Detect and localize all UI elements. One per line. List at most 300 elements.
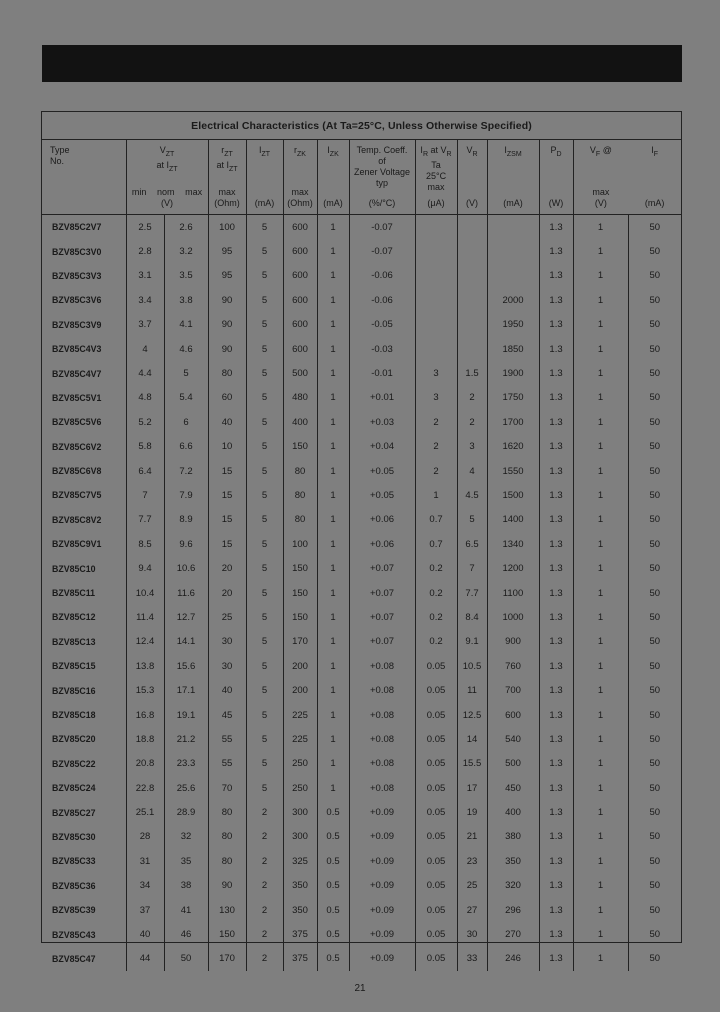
table-cell: 0.05 [415, 849, 457, 873]
table-cell: 15 [208, 508, 246, 532]
table-cell: 4.8 [126, 386, 164, 410]
table-cell: 2 [415, 410, 457, 434]
table-cell: 6.6 [164, 435, 208, 459]
table-cell: 2 [457, 410, 487, 434]
table-cell: 5 [246, 215, 283, 240]
table-cell: 1 [573, 313, 628, 337]
table-cell: 1 [573, 239, 628, 263]
table-row [42, 630, 681, 654]
table-cell: 50 [649, 807, 661, 819]
table-cell: +0.06 [349, 508, 415, 532]
table-cell: 1.3 [539, 410, 573, 434]
table-cell: 0.7 [415, 532, 457, 556]
table-cell: 50 [649, 953, 661, 965]
table-cell: 4.6 [164, 337, 208, 361]
table-cell: 1 [573, 776, 628, 800]
table-cell: +0.08 [349, 752, 415, 776]
table-row [42, 776, 681, 800]
table-cell: 1.3 [539, 508, 573, 532]
table-cell: 540 [487, 727, 539, 751]
table-cell: 1.3 [539, 483, 573, 507]
table-cell: 1 [317, 752, 349, 776]
table-cell: 1 [573, 410, 628, 434]
table-cell: 4 [126, 337, 164, 361]
spec-sheet [41, 111, 682, 965]
electrical-characteristics-table [42, 140, 681, 971]
table-cell: 1 [317, 215, 349, 240]
table-cell: +0.07 [349, 605, 415, 629]
table-cell: 270 [487, 922, 539, 946]
table-cell: 1 [317, 264, 349, 288]
table-cell: 6.5 [457, 532, 487, 556]
table-row [42, 922, 681, 946]
table-cell: 250 [283, 752, 317, 776]
table-cell: 50 [649, 880, 661, 892]
table-cell: 1 [573, 678, 628, 702]
table-cell: 9.4 [126, 556, 164, 580]
table-cell: BZV85C6V8 [42, 459, 126, 483]
table-cell: 15.5 [457, 752, 487, 776]
table-cell: 19.1 [164, 703, 208, 727]
table-cell: 50 [649, 587, 661, 599]
table-cell: 17.1 [164, 678, 208, 702]
col-type: Type No. [42, 140, 126, 215]
table-cell [415, 264, 457, 288]
table-cell: 1.3 [539, 556, 573, 580]
table-row [42, 849, 681, 873]
table-cell: 12.7 [164, 605, 208, 629]
table-cell: 40 [208, 678, 246, 702]
table-cell [457, 313, 487, 337]
table-cell: BZV85C47 [42, 947, 126, 971]
table-cell: 5 [246, 508, 283, 532]
table-cell: 0.05 [415, 874, 457, 898]
table-cell: 900 [487, 630, 539, 654]
table-row [42, 825, 681, 849]
table-row [42, 386, 681, 410]
table-cell: 90 [208, 337, 246, 361]
table-cell: +0.09 [349, 874, 415, 898]
table-cell: 1 [317, 703, 349, 727]
col-ir: $I_R$ at $V_R$ Ta 25°C max (μA) [415, 140, 457, 215]
table-cell: 0.05 [415, 654, 457, 678]
table-cell: 46 [164, 922, 208, 946]
table-cell: BZV85C4V7 [42, 361, 126, 385]
table-cell: 5.4 [164, 386, 208, 410]
table-row [42, 483, 681, 507]
table-cell: 90 [208, 313, 246, 337]
table-cell: 150 [283, 435, 317, 459]
table-cell: 1 [317, 337, 349, 361]
table-cell: 2000 [487, 288, 539, 312]
table-cell: 0.05 [415, 800, 457, 824]
table-cell: 15.3 [126, 678, 164, 702]
table-cell: BZV85C13 [42, 630, 126, 654]
table-cell: BZV85C12 [42, 605, 126, 629]
table-cell [457, 239, 487, 263]
table-cell: 28 [126, 825, 164, 849]
table-cell: BZV85C3V0 [42, 239, 126, 263]
table-row [42, 947, 681, 971]
table-cell: 50 [649, 221, 661, 233]
table-cell: 1.3 [539, 849, 573, 873]
table-cell: 50 [649, 563, 661, 575]
table-cell: +0.01 [349, 386, 415, 410]
table-cell: 200 [283, 678, 317, 702]
table-cell: 7.2 [164, 459, 208, 483]
table-cell: 1 [317, 581, 349, 605]
table-cell: 600 [283, 288, 317, 312]
header-band [42, 45, 682, 82]
table-cell: 1 [317, 727, 349, 751]
table-cell: 150 [283, 581, 317, 605]
table-cell: 25 [208, 605, 246, 629]
table-cell: 3 [415, 386, 457, 410]
table-cell: 5 [246, 239, 283, 263]
table-cell: 18.8 [126, 727, 164, 751]
table-cell: 50 [649, 758, 661, 770]
table-cell: 4.1 [164, 313, 208, 337]
table-cell: 2 [246, 825, 283, 849]
table-cell: 6.4 [126, 459, 164, 483]
table-cell: 16.8 [126, 703, 164, 727]
table-cell: 5 [246, 654, 283, 678]
table-cell: 600 [283, 264, 317, 288]
table-cell: 1 [573, 361, 628, 385]
table-cell: 80 [283, 508, 317, 532]
table-cell: 1 [317, 410, 349, 434]
table-cell: +0.08 [349, 678, 415, 702]
table-cell: 1.3 [539, 678, 573, 702]
table-cell: +0.03 [349, 410, 415, 434]
table-cell: 90 [208, 288, 246, 312]
table-cell: 2.8 [126, 239, 164, 263]
table-cell: 80 [283, 483, 317, 507]
table-cell: +0.07 [349, 581, 415, 605]
table-cell: +0.05 [349, 483, 415, 507]
table-row [42, 898, 681, 922]
table-cell: 225 [283, 703, 317, 727]
table-cell: 40 [126, 922, 164, 946]
table-cell: 1 [317, 459, 349, 483]
table-cell: 1 [573, 605, 628, 629]
table-cell: 0.05 [415, 678, 457, 702]
table-cell: +0.09 [349, 898, 415, 922]
table-row [42, 532, 681, 556]
table-cell: 50 [649, 368, 661, 380]
table-cell: 1.3 [539, 581, 573, 605]
table-cell: 50 [649, 294, 661, 306]
table-cell: 1.3 [539, 435, 573, 459]
table-cell: 1.3 [539, 922, 573, 946]
table-cell: 12.4 [126, 630, 164, 654]
table-cell: 7 [457, 556, 487, 580]
table-cell: 15 [208, 459, 246, 483]
table-cell: BZV85C3V6 [42, 288, 126, 312]
table-cell: 2 [246, 874, 283, 898]
table-cell: 3.8 [164, 288, 208, 312]
table-cell: 1 [317, 361, 349, 385]
table-row [42, 508, 681, 532]
table-cell: 23 [457, 849, 487, 873]
table-cell: BZV85C8V2 [42, 508, 126, 532]
table-cell: 50 [164, 947, 208, 971]
table-cell: 0.05 [415, 776, 457, 800]
table-cell: +0.04 [349, 435, 415, 459]
table-cell: 50 [649, 319, 661, 331]
table-row [42, 410, 681, 434]
table-cell: 11.4 [126, 605, 164, 629]
col-izsm: $I_{ZSM}$ (mA) [487, 140, 539, 215]
table-cell: 1620 [487, 435, 539, 459]
table-cell: 1.3 [539, 239, 573, 263]
table-row [42, 752, 681, 776]
table-cell: 10.5 [457, 654, 487, 678]
table-cell: BZV85C39 [42, 898, 126, 922]
table-cell: 44 [126, 947, 164, 971]
table-cell: 1 [317, 654, 349, 678]
table-cell: 1 [317, 313, 349, 337]
table-cell: 50 [649, 733, 661, 745]
table-cell: 7.7 [126, 508, 164, 532]
table-row [42, 654, 681, 678]
table-cell: 150 [208, 922, 246, 946]
table-cell: BZV85C11 [42, 581, 126, 605]
table-cell: 1 [573, 825, 628, 849]
table-cell: 50 [649, 441, 661, 453]
table-cell: 20.8 [126, 752, 164, 776]
table-cell: 130 [208, 898, 246, 922]
table-cell: 0.5 [317, 922, 349, 946]
table-cell: 2 [246, 849, 283, 873]
table-cell: 37 [126, 898, 164, 922]
table-cell: BZV85C27 [42, 800, 126, 824]
table-cell: 5 [246, 386, 283, 410]
table-cell: 1 [317, 630, 349, 654]
table-cell: 150 [283, 605, 317, 629]
table-cell: 1.3 [539, 264, 573, 288]
table-cell: 600 [283, 313, 317, 337]
table-cell: 15 [208, 483, 246, 507]
table-cell: 760 [487, 654, 539, 678]
table-row [42, 703, 681, 727]
table-cell: 11.6 [164, 581, 208, 605]
table-cell: 350 [283, 898, 317, 922]
table-cell: +0.08 [349, 776, 415, 800]
table-cell: 5 [246, 313, 283, 337]
table-cell: +0.08 [349, 727, 415, 751]
table-cell: 19 [457, 800, 487, 824]
table-cell: 1 [573, 947, 628, 971]
table-row [42, 800, 681, 824]
table-cell: 1 [573, 922, 628, 946]
table-cell: 1.3 [539, 361, 573, 385]
table-cell: 600 [487, 703, 539, 727]
table-cell: 250 [283, 776, 317, 800]
table-cell: 1200 [487, 556, 539, 580]
table-cell: 5 [246, 459, 283, 483]
table-cell: 55 [208, 752, 246, 776]
table-cell: 80 [208, 825, 246, 849]
table-cell: 246 [487, 947, 539, 971]
table-cell: 5 [246, 532, 283, 556]
table-cell: 2 [246, 898, 283, 922]
table-cell: 200 [283, 654, 317, 678]
table-cell: 170 [283, 630, 317, 654]
table-cell: BZV85C16 [42, 678, 126, 702]
table-cell: 1.3 [539, 386, 573, 410]
table-cell: 400 [283, 410, 317, 434]
table-cell: 320 [487, 874, 539, 898]
table-row [42, 215, 681, 240]
table-cell: 50 [649, 538, 661, 550]
table-cell: 1900 [487, 361, 539, 385]
table-cell: 1 [317, 776, 349, 800]
table-cell: 300 [283, 825, 317, 849]
table-cell [415, 288, 457, 312]
table-cell: 41 [164, 898, 208, 922]
table-cell: 40 [208, 410, 246, 434]
table-cell: 10.6 [164, 556, 208, 580]
table-cell: -0.06 [349, 288, 415, 312]
table-cell: 2 [246, 922, 283, 946]
table-cell: 80 [208, 800, 246, 824]
table-cell: 0.05 [415, 947, 457, 971]
table-cell: 1 [573, 264, 628, 288]
table-cell: 600 [283, 215, 317, 240]
table-cell: 325 [283, 849, 317, 873]
table-cell: 1 [573, 532, 628, 556]
table-cell: 9.1 [457, 630, 487, 654]
table-cell: 80 [208, 361, 246, 385]
table-cell: +0.09 [349, 849, 415, 873]
table-cell: BZV85C4V3 [42, 337, 126, 361]
table-cell [457, 264, 487, 288]
col-rzk: $r_{ZK}$ max (Ohm) [283, 140, 317, 215]
table-cell: 1.3 [539, 752, 573, 776]
table-cell: 500 [283, 361, 317, 385]
table-cell: 35 [164, 849, 208, 873]
table-cell: 50 [649, 660, 661, 672]
table-cell: 55 [208, 727, 246, 751]
table-cell: 38 [164, 874, 208, 898]
table-cell: BZV85C10 [42, 556, 126, 580]
table-row [42, 288, 681, 312]
table-cell: 3.4 [126, 288, 164, 312]
table-cell: 5 [246, 264, 283, 288]
table-cell: 1.3 [539, 947, 573, 971]
table-row [42, 264, 681, 288]
table-cell: 1000 [487, 605, 539, 629]
table-cell: 60 [208, 386, 246, 410]
table-cell: 3 [415, 361, 457, 385]
table-cell: 50 [649, 514, 661, 526]
table-cell: 1 [573, 386, 628, 410]
table-cell: 0.05 [415, 703, 457, 727]
col-vf-if: $V_F$ @ max (V) $I_F$ (mA) [573, 140, 681, 215]
table-cell: 1.3 [539, 215, 573, 240]
table-cell: 6 [164, 410, 208, 434]
table-cell: 1.3 [539, 630, 573, 654]
table-cell: 400 [487, 800, 539, 824]
table-cell: 1 [573, 703, 628, 727]
table-cell: 1.3 [539, 825, 573, 849]
table-cell: 0.5 [317, 825, 349, 849]
table-cell: 80 [283, 459, 317, 483]
table-row [42, 678, 681, 702]
table-cell: 0.05 [415, 898, 457, 922]
col-vzt: $V_{ZT}$ at $I_{ZT}$ min nom max (V) [126, 140, 208, 215]
table-cell: 1500 [487, 483, 539, 507]
table-cell: 8.4 [457, 605, 487, 629]
table-cell: 5.8 [126, 435, 164, 459]
table-cell: 8.9 [164, 508, 208, 532]
col-vr: $V_R$ (V) [457, 140, 487, 215]
table-cell: 50 [649, 636, 661, 648]
table-cell: 1 [573, 435, 628, 459]
table-cell: 0.5 [317, 849, 349, 873]
table-cell: 1950 [487, 313, 539, 337]
table-cell: BZV85C36 [42, 874, 126, 898]
table-cell: 100 [283, 532, 317, 556]
table-cell: 12.5 [457, 703, 487, 727]
table-cell: 1 [317, 483, 349, 507]
table-row [42, 337, 681, 361]
table-cell: +0.09 [349, 800, 415, 824]
table-cell: 95 [208, 264, 246, 288]
table-cell: 1 [573, 483, 628, 507]
table-cell: +0.08 [349, 654, 415, 678]
table-cell: 0.2 [415, 605, 457, 629]
table-cell: 7.9 [164, 483, 208, 507]
table-cell: -0.07 [349, 239, 415, 263]
table-cell: 5 [246, 727, 283, 751]
table-cell: 1.3 [539, 703, 573, 727]
table-cell: 1 [573, 288, 628, 312]
table-cell: 25.1 [126, 800, 164, 824]
table-cell: 300 [283, 800, 317, 824]
table-cell [487, 215, 539, 240]
table-cell: 1 [573, 727, 628, 751]
table-cell: 50 [649, 831, 661, 843]
table-cell: 5 [246, 703, 283, 727]
table-cell [415, 239, 457, 263]
table-cell: 9.6 [164, 532, 208, 556]
table-cell: BZV85C18 [42, 703, 126, 727]
table-cell: 1 [317, 532, 349, 556]
table-cell: 1 [573, 898, 628, 922]
table-cell: BZV85C30 [42, 825, 126, 849]
table-row [42, 874, 681, 898]
table-cell: 0.2 [415, 556, 457, 580]
table-cell: 480 [283, 386, 317, 410]
table-cell: 0.5 [317, 800, 349, 824]
table-cell: -0.05 [349, 313, 415, 337]
table-cell: 2 [457, 386, 487, 410]
col-rzt: $r_{ZT}$ at $I_{ZT}$ max (Ohm) [208, 140, 246, 215]
table-row [42, 556, 681, 580]
table-cell: 0.05 [415, 825, 457, 849]
table-cell: BZV85C22 [42, 752, 126, 776]
table-cell: 0.05 [415, 922, 457, 946]
table-cell: +0.07 [349, 556, 415, 580]
table-cell: 1550 [487, 459, 539, 483]
header-row [42, 140, 681, 215]
table-cell: 5 [457, 508, 487, 532]
table-cell: 30 [457, 922, 487, 946]
table-cell: 22.8 [126, 776, 164, 800]
table-cell: -0.07 [349, 215, 415, 240]
